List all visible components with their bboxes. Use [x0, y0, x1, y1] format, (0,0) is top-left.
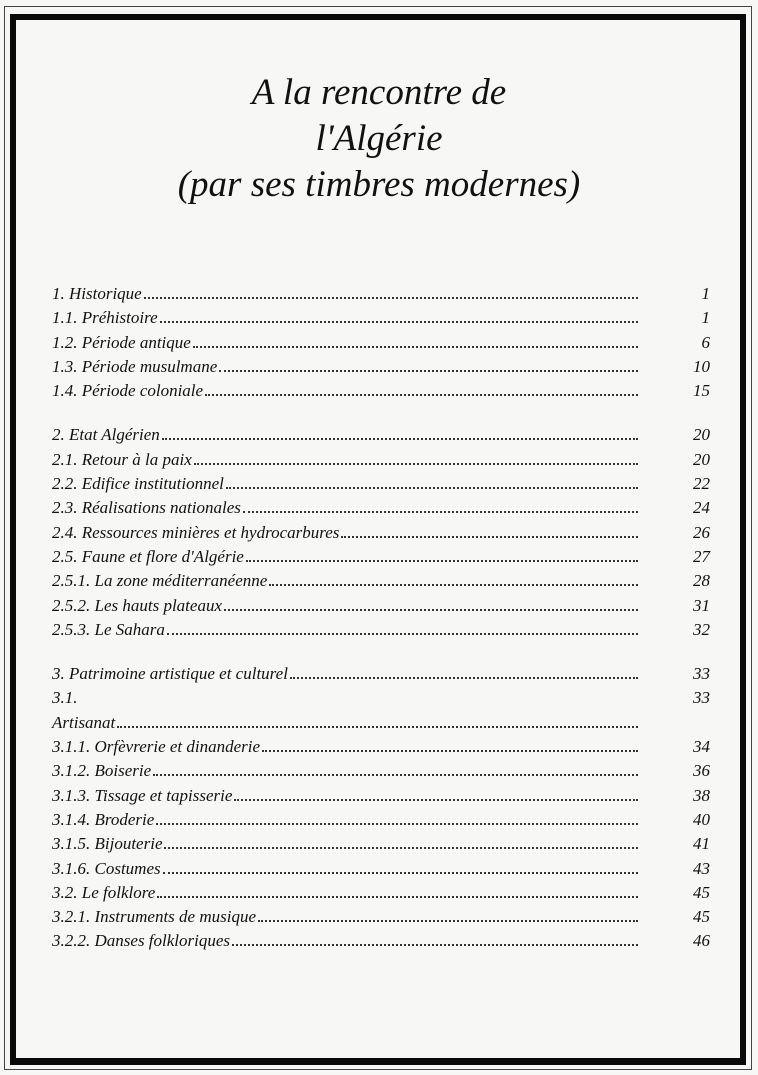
toc-entry-page: 10: [693, 356, 710, 376]
dot-leader: [157, 896, 638, 898]
toc-entry-label: 3.1.1. Orfèvrerie et dinanderie: [52, 737, 261, 757]
toc-entry: [52, 474, 710, 498]
toc-entry-label: 2.3. Réalisations nationales: [52, 498, 241, 518]
toc-entry: [52, 883, 710, 907]
dot-leader: [144, 297, 638, 299]
toc-entry: [52, 761, 710, 785]
toc-entry-label: 2.5.1. La zone méditerranéenne: [52, 571, 268, 591]
toc-entry: [52, 284, 710, 308]
toc-entry: [52, 859, 710, 883]
toc-entry-page: 36: [693, 761, 710, 781]
toc-entry: [52, 810, 710, 834]
toc-entry-page: 33: [693, 664, 710, 684]
toc-entry: [52, 931, 710, 955]
toc-entry: [52, 571, 710, 595]
toc-entry-page: 20: [693, 425, 710, 445]
toc-entry-label: 3. Patrimoine artistique et culturel: [52, 664, 288, 684]
toc-entry: [52, 713, 710, 737]
toc-entry-page: 26: [693, 522, 710, 542]
dot-leader: [193, 346, 638, 348]
dot-leader: [162, 438, 638, 440]
toc-entry: [52, 907, 710, 931]
toc-entry-page: 38: [693, 785, 710, 805]
toc-entry-label: 3.1.: [52, 688, 78, 708]
dot-leader: [232, 944, 638, 946]
toc-entry-label: Artisanat: [52, 712, 116, 732]
dot-leader: [290, 677, 638, 679]
dot-leader: [224, 609, 638, 611]
toc-entry-page: 41: [693, 834, 710, 854]
toc-entry-page: 27: [693, 546, 710, 566]
toc-entry-page: 28: [693, 571, 710, 591]
toc-entry: [52, 620, 710, 644]
dot-leader: [219, 370, 638, 372]
toc-entry: [52, 381, 710, 405]
toc-entry: [52, 688, 710, 712]
table-of-contents: [52, 284, 710, 956]
toc-entry: [52, 547, 710, 571]
dot-leader: [117, 726, 638, 728]
dot-leader: [262, 750, 638, 752]
toc-entry-page: 32: [693, 619, 710, 639]
toc-entry: [52, 357, 710, 381]
title-line: (par ses timbres modernes): [177, 164, 581, 205]
toc-entry-page: 6: [701, 332, 710, 352]
toc-entry-label: 1.3. Période musulmane: [52, 356, 218, 376]
toc-entry-label: 3.1.5. Bijouterie: [52, 834, 163, 854]
toc-entry-label: 2.2. Edifice institutionnel: [52, 474, 224, 494]
toc-entry-label: 2.1. Retour à la paix: [52, 449, 192, 469]
toc-entry-label: 2.5.3. Le Sahara: [52, 619, 165, 639]
toc-entry-page: 40: [693, 809, 710, 829]
dot-leader: [234, 799, 638, 801]
toc-entry: [52, 498, 710, 522]
toc-entry-page: 46: [693, 931, 710, 951]
dot-leader: [341, 536, 638, 538]
toc-entry: [52, 664, 710, 688]
toc-entry: [52, 425, 710, 449]
dot-leader: [164, 847, 638, 849]
toc-entry: [52, 523, 710, 547]
toc-entry-page: 45: [693, 882, 710, 902]
toc-entry-label: 3.1.2. Boiserie: [52, 761, 152, 781]
toc-entry-label: 3.2.2. Danses folkloriques: [52, 931, 231, 951]
toc-entry-page: 1: [701, 308, 710, 328]
document-title: [0, 70, 758, 208]
toc-entry-label: 2.4. Ressources minières et hydrocarbures: [52, 522, 340, 542]
dot-leader: [258, 920, 638, 922]
dot-leader: [269, 584, 638, 586]
toc-entry-page: 43: [693, 858, 710, 878]
toc-entry-label: 3.1.4. Broderie: [52, 809, 155, 829]
dot-leader: [243, 511, 638, 513]
toc-entry: [52, 596, 710, 620]
toc-entry-label: 3.2.1. Instruments de musique: [52, 907, 256, 927]
toc-entry-page: 1: [701, 284, 710, 303]
toc-entry: [52, 308, 710, 332]
toc-entry-label: 3.2. Le folklore: [52, 882, 156, 902]
dot-leader: [194, 463, 638, 465]
toc-entry-label: 3.1.3. Tissage et tapisserie: [52, 785, 233, 805]
dot-leader: [163, 872, 638, 874]
toc-entry-label: 2.5. Faune et flore d'Algérie: [52, 546, 244, 566]
toc-entry: [52, 333, 710, 357]
toc-entry-page: 15: [693, 381, 710, 401]
dot-leader: [156, 823, 638, 825]
dot-leader: [167, 633, 638, 635]
section-gap: [52, 644, 710, 664]
toc-entry-label: 3.1.6. Costumes: [52, 858, 161, 878]
toc-entry-label: 1.1. Préhistoire: [52, 308, 158, 328]
toc-entry-page: 34: [693, 737, 710, 757]
dot-leader: [226, 487, 638, 489]
dot-leader: [153, 774, 638, 776]
toc-entry-page: 22: [693, 474, 710, 494]
toc-entry-page: 33: [693, 688, 710, 708]
toc-entry: [52, 786, 710, 810]
title-line: l'Algérie: [315, 118, 443, 159]
toc-entry-label: 1.4. Période coloniale: [52, 381, 204, 401]
toc-entry-page: 24: [693, 498, 710, 518]
dot-leader: [160, 321, 638, 323]
toc-entry-page: 20: [693, 449, 710, 469]
toc-entry-label: 2.5.2. Les hauts plateaux: [52, 595, 222, 615]
dot-leader: [246, 560, 638, 562]
toc-entry-label: 1. Historique: [52, 284, 142, 303]
toc-entry-label: 1.2. Période antique: [52, 332, 191, 352]
title-line: A la rencontre de: [251, 72, 507, 113]
dot-leader: [205, 394, 638, 396]
section-gap: [52, 405, 710, 425]
toc-entry: [52, 834, 710, 858]
toc-entry: [52, 737, 710, 761]
toc-entry-label: 2. Etat Algérien: [52, 425, 160, 445]
toc-entry-page: 45: [693, 907, 710, 927]
toc-entry: [52, 450, 710, 474]
toc-entry-page: 31: [693, 595, 710, 615]
